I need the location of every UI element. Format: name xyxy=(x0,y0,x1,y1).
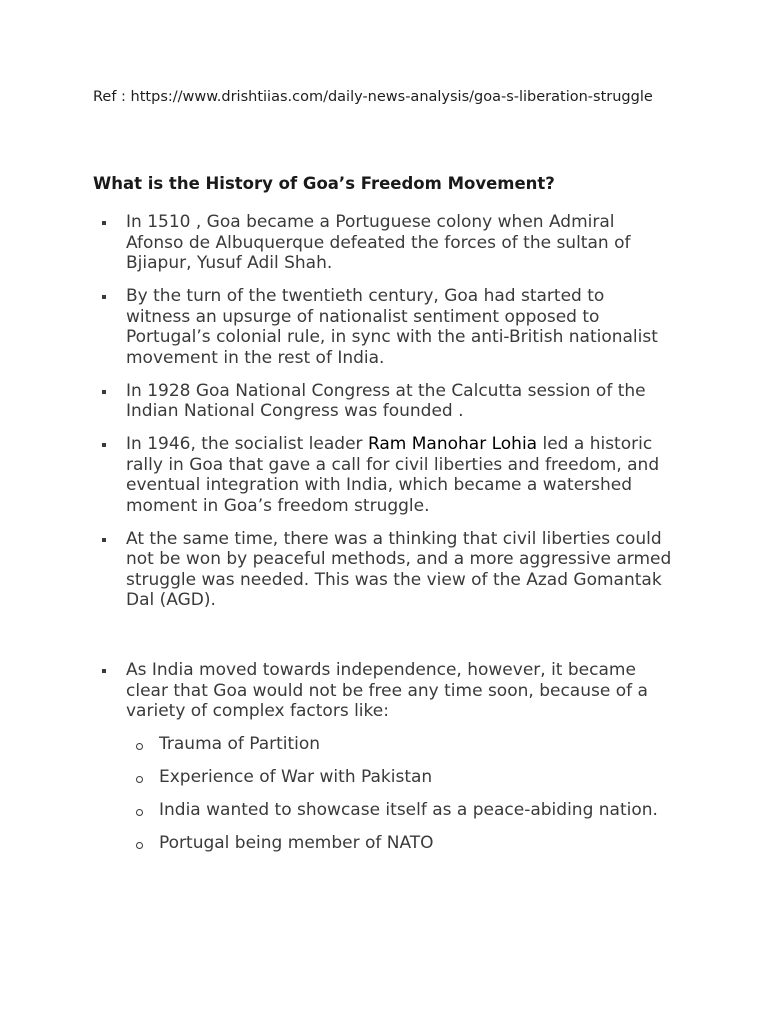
list-item xyxy=(93,212,673,274)
sub-list-item xyxy=(126,734,673,755)
list-item-text-before: In 1946, the socialist leader xyxy=(126,434,368,454)
sub-list-item-text: Experience of War with Pakistan xyxy=(159,766,433,787)
list-item-text: As India moved towards independence, however, it became clear that Goa would not be free any time soon, because of a variety of complex factors like: xyxy=(126,660,648,721)
list-item-text-after: led a historic rally in Goa that gave a call for civil liberties and freedom, and eventual integration with India, which became a watershed moment in Goa’s freedom struggle. xyxy=(126,434,660,516)
circle-bullet-icon xyxy=(136,776,143,783)
list-item xyxy=(93,434,673,516)
list-item-text: At the same time, there was a thinking that civil liberties could not be won by peaceful methods, and a more aggressive armed struggle was needed. This was the view of the Azad Gomantak Dal (AGD). xyxy=(126,528,672,610)
square-bullet-icon xyxy=(102,221,106,225)
list-item xyxy=(93,529,673,611)
sub-list-item xyxy=(126,767,673,788)
circle-bullet-icon xyxy=(136,743,143,750)
square-bullet-icon xyxy=(102,443,106,447)
square-bullet-icon xyxy=(102,390,106,394)
bullet-list xyxy=(93,212,673,623)
square-bullet-icon xyxy=(102,669,106,673)
square-bullet-icon xyxy=(102,295,106,299)
sub-bullet-list xyxy=(126,734,673,854)
reference-line: Ref : https://www.drishtiias.com/daily-news-analysis/goa-s-liberation-struggle xyxy=(93,89,653,105)
sub-list-item-text: Trauma of Partition xyxy=(159,733,321,754)
square-bullet-icon xyxy=(102,538,106,542)
sub-list-item xyxy=(126,833,673,854)
bullet-list xyxy=(93,660,673,866)
list-item xyxy=(93,381,673,422)
sub-list-item-text: Portugal being member of NATO xyxy=(159,832,434,853)
list-item-text: By the turn of the twentieth century, Goa had started to witness an upsurge of nationalist sentiment opposed to Portugal’s colonial rule, in sync with the anti-British nationalist movement in the rest of India. xyxy=(126,286,658,368)
list-item-text: In 1928 Goa National Congress at the Calcutta session of the Indian National Congress was founded . xyxy=(126,380,646,421)
highlighted-name: Ram Manohar Lohia xyxy=(367,434,538,454)
list-item-text: In 1510 , Goa became a Portuguese colony when Admiral Afonso de Albuquerque defeated the forces of the sultan of Bjiapur, Yusuf Adil Shah. xyxy=(126,212,631,273)
circle-bullet-icon xyxy=(136,842,143,849)
list-item xyxy=(93,286,673,368)
sub-list-item-text: India wanted to showcase itself as a peace-abiding nation. xyxy=(159,799,658,820)
sub-list-item xyxy=(126,800,673,821)
circle-bullet-icon xyxy=(136,809,143,816)
list-item xyxy=(93,660,673,853)
section-heading: What is the History of Goa’s Freedom Movement? xyxy=(93,174,555,193)
